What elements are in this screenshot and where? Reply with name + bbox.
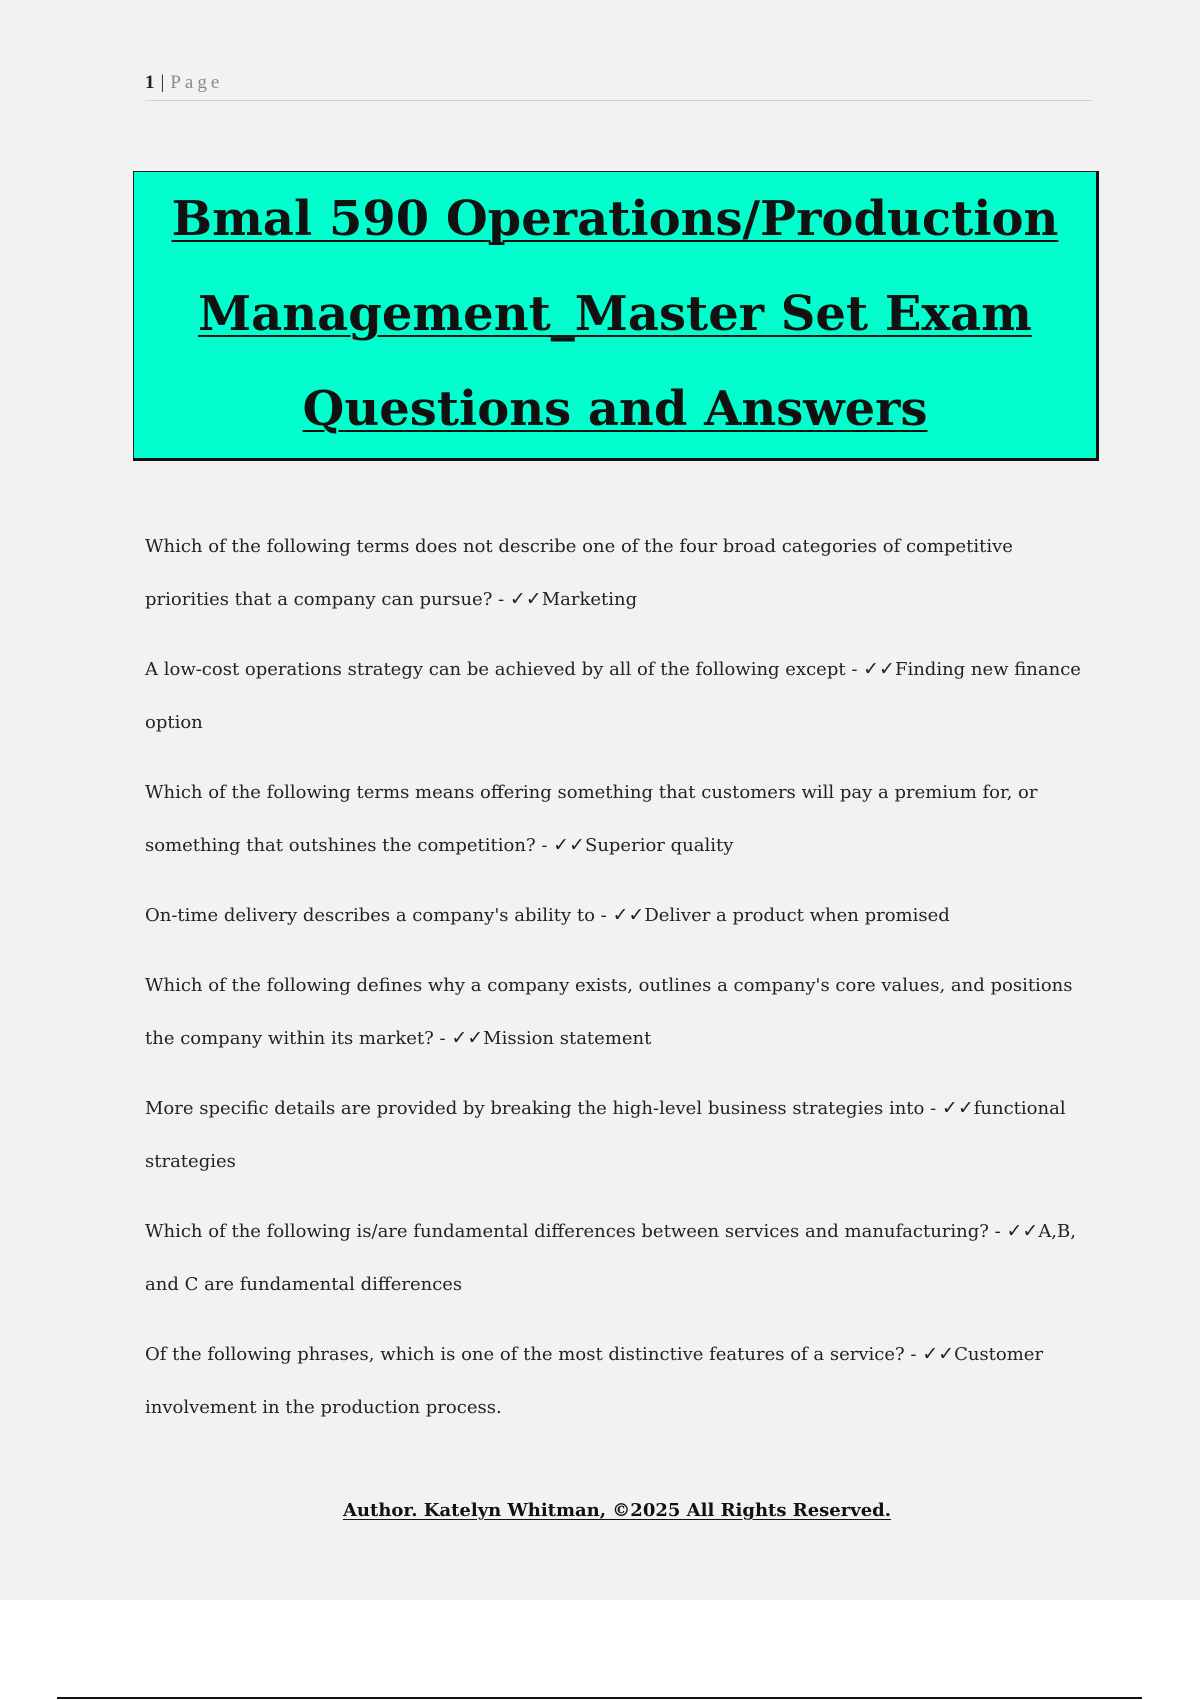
question-text: On-time delivery describes a company's ability to - [145, 905, 613, 926]
answer-text: Marketing [541, 589, 638, 610]
check-icon: ✓✓ [863, 658, 895, 680]
question-text: A low-cost operations strategy can be achieved by all of the following except - [145, 659, 864, 680]
answer-text: Deliver a product when promised [644, 905, 950, 926]
page-header [145, 72, 1091, 101]
check-icon: ✓✓ [612, 904, 645, 926]
qa-item [145, 520, 1095, 626]
question-text: More specific details are provided by breaking the high-level business strategies into - [145, 1098, 942, 1119]
bottom-divider [57, 1697, 1142, 1699]
answer-text: A,B, and C are fundamental differences [145, 1221, 1076, 1295]
qa-item [145, 1328, 1095, 1434]
question-text: Which of the following is/are fundamental differences between services and manufacturing? - [145, 1221, 1007, 1242]
author-footer [0, 1500, 1200, 1521]
qa-list [145, 520, 1095, 1451]
answer-text: Mission statement [483, 1028, 652, 1049]
answer-text: Finding new finance option [145, 659, 1081, 733]
qa-item [145, 959, 1095, 1065]
check-icon: ✓✓ [922, 1343, 955, 1365]
question-text: Which of the following defines why a company exists, outlines a company's core values, and positions the company within its market? - [145, 975, 1073, 1049]
title-line-1: Bmal 590 Operations/Production [171, 191, 1059, 247]
check-icon: ✓✓ [941, 1097, 974, 1119]
qa-item [145, 1082, 1095, 1188]
page-label: Page [170, 72, 224, 93]
qa-item [145, 889, 1095, 942]
question-text: Which of the following terms means offering something that customers will pay a premium for, or something that outshines the competition? - [145, 782, 1038, 856]
qa-item [145, 1205, 1095, 1311]
qa-item [145, 643, 1095, 749]
header-separator: | [160, 72, 165, 93]
title-line-3: Questions and Answers [302, 381, 928, 437]
title-banner [133, 171, 1099, 461]
title-line-2: Management_Master Set Exam [198, 286, 1032, 342]
check-icon: ✓✓ [553, 834, 585, 856]
check-icon: ✓✓ [451, 1027, 484, 1049]
question-text: Of the following phrases, which is one of the most distinctive features of a service? - [145, 1344, 923, 1365]
answer-text: functional strategies [145, 1098, 1066, 1172]
question-text: Which of the following terms does not describe one of the four broad categories of competitive priorities that a company can pursue? - [145, 536, 1013, 610]
answer-text: Superior quality [584, 835, 734, 856]
check-icon: ✓✓ [1006, 1220, 1039, 1242]
page-number: 1 [145, 72, 155, 93]
qa-item [145, 766, 1095, 872]
check-icon: ✓✓ [509, 588, 542, 610]
answer-text: Customer involvement in the production process. [145, 1344, 1044, 1418]
copyright-text: Author. Katelyn Whitman, ©2025 All Rights Reserved. [342, 1500, 892, 1521]
